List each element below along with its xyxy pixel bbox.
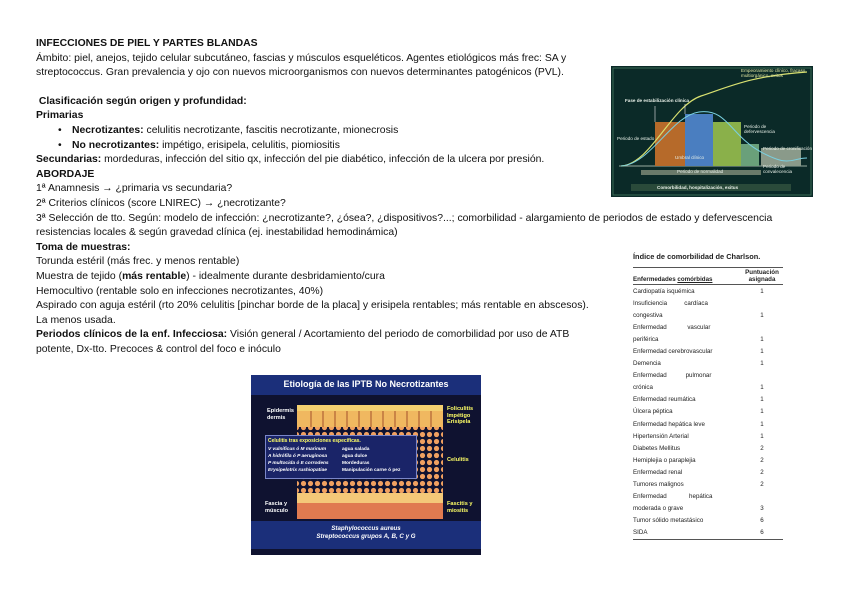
periods-graph-drawing (611, 66, 813, 197)
exposure-org: A hidrófila ó P aeruginosa (268, 454, 328, 459)
charlson-disease: Enfermedad pulmonar (633, 372, 712, 380)
charlson-row (633, 358, 783, 370)
slide-label-foliculitis: Foliculitis Impétigo Erisipela (447, 406, 474, 426)
charlson-disease: Demencia (633, 360, 661, 368)
exposure-exp: Manipulación carne ó pez (342, 468, 401, 473)
charlson-row (633, 321, 783, 333)
charlson-disease: Enfermedad hepática leve (633, 420, 705, 428)
step-3-line1: 3ª Selección de tto. Según: modelo de infección: ¿necrotizante?, ¿ósea?, ¿dispositivos?...; comorbilidad - alargamiento de periodos de estado y defervescencia (36, 212, 773, 224)
charlson-score: 1 (760, 384, 764, 392)
charlson-row (633, 394, 783, 406)
charlson-row (633, 333, 783, 345)
charlson-title: Índice de comorbilidad de Charlson. (633, 252, 761, 261)
charlson-score: 1 (760, 311, 764, 319)
charlson-disease: Tumores malignos (633, 481, 684, 489)
graph-label-fase: Fase de estabilización clínica (625, 98, 690, 103)
abordaje-heading: ABORDAJE (36, 168, 95, 180)
charlson-score: 2 (760, 468, 764, 476)
charlson-row (633, 418, 783, 430)
exposure-org: P multocida ó E corrodens (268, 461, 329, 466)
graph-label-normalidad: Periodo de normalidad (677, 169, 724, 174)
charlson-disease: Hemiplejia o paraplejia (633, 456, 696, 464)
graph-label-umbral: Umbral clínico (675, 155, 705, 160)
charlson-col-enfermedades: Enfermedades comórbidas (633, 276, 713, 283)
etiology-slide (251, 375, 481, 555)
slide-title: Etiología de las IPTB No Necrotizantes (283, 379, 449, 389)
charlson-disease: Úlcera péptica (633, 408, 673, 416)
doc-title: INFECCIONES DE PIEL Y PARTES BLANDAS (36, 38, 258, 49)
charlson-disease: Enfermedad renal (633, 468, 683, 476)
charlson-row (633, 454, 783, 466)
charlson-table-block (633, 252, 783, 540)
charlson-disease: Diabetes Mellitus (633, 444, 681, 452)
charlson-col-puntuacion: Puntuación asignada (745, 269, 779, 283)
ambito-line2: streptococcus. Gran prevalencia y ojo con nuevos microorganismos con nuevos determinantes patogénicos (PVL). (36, 67, 564, 79)
exposure-box (265, 435, 417, 479)
charlson-row (633, 345, 783, 357)
secundarias-line: Secundarias: mordeduras, infección del sitio qx, infección del pie diabético, infección de la ulcera por presión. (36, 154, 545, 166)
charlson-score (741, 370, 783, 382)
charlson-score: 1 (760, 408, 764, 416)
charlson-row (633, 503, 783, 515)
charlson-score: 2 (760, 456, 764, 464)
charlson-score: 1 (760, 420, 764, 428)
charlson-disease: periférica (633, 335, 659, 343)
charlson-disease: moderada o grave (633, 505, 684, 513)
exposure-exp: agua salada (342, 447, 370, 452)
muestra-4: Aspirado con aguja estéril (rto 20% celulitis [pinchar borde de la placa] y erisipela rentables; más rentable en abscesos). La menos usada. (36, 300, 589, 326)
step-2: 2ª Criterios clínicos (score LNIREC) → ¿necrotizante? (36, 197, 286, 209)
clinical-periods-graph (611, 66, 813, 197)
slide-organisms (251, 525, 481, 541)
slide-label-fascitis: Fascitis y miositis (447, 501, 473, 514)
charlson-disease: Tumor sólido metastásico (633, 517, 704, 525)
graph-label-estado: Periodo de estado (617, 136, 655, 141)
exposure-exp: Mordeduras (342, 461, 370, 466)
charlson-score (741, 297, 783, 309)
clasificacion-heading: Clasificación según origen y profundidad: (38, 95, 247, 107)
step-1: 1ª Anamnesis → ¿primaria vs secundaria? (36, 183, 233, 195)
slide-label-epidermis: Epidermis dermis (267, 408, 295, 421)
charlson-row (633, 382, 783, 394)
slide-organism-2: Streptococcus grupos A, B, C y G (316, 533, 416, 540)
charlson-disease: congestiva (633, 311, 663, 319)
graph-label-cronificacion: Periodo de cronificación (763, 146, 813, 151)
charlson-row (633, 297, 783, 309)
charlson-disease: Enfermedad vascular (633, 323, 711, 331)
charlson-score: 3 (760, 505, 764, 513)
charlson-score: 1 (760, 432, 764, 440)
slide-label-celulitis: Celulitis (447, 457, 469, 463)
charlson-score: 6 (760, 517, 764, 525)
exposure-exp: agua dulce (342, 454, 368, 459)
charlson-row (633, 527, 783, 540)
charlson-disease: Enfermedad hepática (633, 493, 713, 501)
charlson-score: 2 (760, 444, 764, 452)
muestra-2: Muestra de tejido (más rentable) - idealmente durante desbridamiento/cura (36, 270, 385, 282)
charlson-row (633, 285, 783, 298)
charlson-row (633, 479, 783, 491)
graph-label-defervescencia: Periodo de defervescencia (744, 124, 775, 135)
periodos-line: Periodos clínicos de la enf. Infecciosa: Visión general / Acortamiento del periodo de comorbilidad por uso de ATB potente, Dx-tto. Precoces & control del foco e inóculo (36, 329, 570, 355)
ambito-line1: Ámbito: piel, anejos, tejido celular subcutáneo, fascias y músculos esqueléticos. Agentes etiológicos más frec: SA y (36, 52, 567, 64)
charlson-disease: crónica (633, 384, 653, 392)
charlson-score: 1 (760, 360, 764, 368)
graph-label-convalecencia: Periodo de convalecencia (763, 164, 793, 175)
bullet-necrotizantes: • Necrotizantes: celulitis necrotizante, fascitis necrotizante, mionecrosis (58, 124, 399, 136)
charlson-disease: Enfermedad reumática (633, 396, 696, 404)
charlson-disease: SIDA (633, 529, 648, 537)
charlson-score: 1 (760, 348, 764, 356)
charlson-disease: Hipertensión Arterial (633, 432, 689, 440)
charlson-score: 2 (760, 481, 764, 489)
charlson-score: 1 (760, 396, 764, 404)
charlson-row (633, 406, 783, 418)
primarias-heading: Primarias (36, 110, 84, 122)
charlson-row (633, 370, 783, 382)
slide-label-fascia: Fascia y músculo (265, 501, 289, 514)
graph-label-bottom: Comorbilidad, hospitalización, exitus (657, 185, 739, 190)
charlson-row (633, 442, 783, 454)
charlson-score: 1 (760, 287, 764, 295)
charlson-disease: Cardiopatía isquémica (633, 287, 695, 295)
step-3-line2: resistencias locales & según gravedad clínica (ej. inestabilidad hemodinámica) (36, 227, 398, 239)
charlson-score: 6 (760, 529, 764, 537)
exposure-box-title: Celulitis tras exposiciones específicas. (268, 438, 361, 444)
charlson-row (633, 466, 783, 478)
charlson-disease: Insuficiencia cardíaca (633, 299, 708, 307)
slide-organism-1: Staphylococcus aureus (331, 525, 401, 532)
charlson-row (633, 515, 783, 527)
exposure-org: Erysipelotrix rushiopatiae (268, 468, 327, 473)
charlson-row (633, 430, 783, 442)
bullet-no-necrotizantes: • No necrotizantes: impétigo, erisipela, celulitis, piomiositis (58, 139, 340, 151)
charlson-disease: Enfermedad cerebrovascular (633, 348, 713, 356)
charlson-score: 1 (760, 335, 764, 343)
graph-label-top: Empeoramiento clínico, fracaso multiorgánico, exitus (741, 68, 806, 79)
charlson-score (741, 321, 783, 333)
muestra-3: Hemocultivo (rentable solo en infecciones necrotizantes, 40%) (36, 285, 324, 297)
charlson-score (741, 491, 783, 503)
muestras-heading: Toma de muestras: (36, 241, 131, 253)
charlson-table (633, 267, 783, 540)
exposure-org: V vulnificus ó M marinum (268, 447, 327, 452)
charlson-row (633, 309, 783, 321)
charlson-row (633, 491, 783, 503)
muestra-1: Torunda estéril (más frec. y menos rentable) (36, 256, 240, 268)
